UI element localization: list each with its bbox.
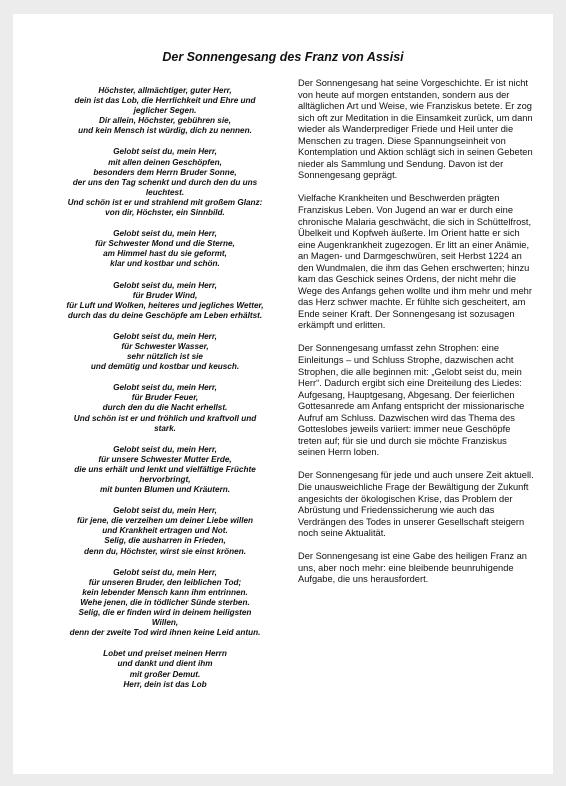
poem-line: Gelobt seist du, mein Herr, (113, 506, 217, 516)
poem-line: und demütig und kostbar und keusch. (90, 362, 240, 372)
poem-line: mit großer Demut. (129, 669, 201, 679)
poem-line: für Bruder Feuer, (131, 393, 199, 403)
poem-line: durch das du deine Geschöpfe am Leben erhältst. (67, 310, 263, 320)
poem-stanza (43, 147, 287, 218)
poem-line: besonders dem Herrn Bruder Sonne, (93, 167, 237, 177)
prose-paragraph: Vielfache Krankheiten und Beschwerden prägten Franziskus Leben. Von Jugend an war er durch eine chronische Malaria geschwächt, die sich in Schüttelfrost, Übelkeit und Kopfweh äußerte. Im Orient hatte er sich eine Augenkrankheit zugezogen. Er litt an einer Anämie, an Magen- und Darmgeschwüren, seit Herbst 1224 an den Wundmalen, die ihm das Gehen erschwerten; hinzu kam das Geschick seines Ordens, der nicht mehr die Wege des Anfangs gehen wollte und ihm mehr und mehr das Herz schwer machte. Er fühlte sich gescheitert, am Ende seiner Kraft. Der Sonnengesang ist sozusagen erkämpft und erlitten. (298, 193, 532, 331)
poem-line: Selig, die ausharren in Frieden, (104, 536, 226, 546)
poem-line: Dir allein, Höchster, gebühren sie, (99, 116, 231, 126)
poem-line: und dankt und dient ihm (117, 659, 213, 669)
prose-paragraph: Der Sonnengesang umfasst zehn Strophen: eine Einleitungs – und Schluss Strophe, dazwischen acht Strophen, die alle beginnen mit: „Gelobt seist du, mein Herr“. Dadurch ergibt sich eine Dreiteilung des Liedes: Aufgesang, Hauptgesang, Abgesang. Der feierlichen Gottesanrede am Anfang entspricht der missionarische Aufruf am Schluss. Dazwischen wird das Thema des Gotteslobes jeweils variiert: immer neue Geschöpfe treten auf; für sie und durch sie möchte Franziskus seinen Herrn loben. (298, 343, 525, 458)
poem-stanza (43, 568, 287, 639)
poem-stanza (43, 332, 287, 372)
poem-line: Gelobt seist du, mein Herr, (113, 147, 217, 157)
poem-line: kein lebender Mensch kann ihm entrinnen. (82, 587, 248, 597)
poem-line: Selig, die er finden wird in deinem heiligsten (78, 608, 252, 618)
poem-line: von dir, Höchster, ein Sinnbild. (105, 208, 225, 218)
poem-line: Lobet und preiset meinen Herrn (103, 649, 227, 659)
poem-line: und Krankheit ertragen und Not. (102, 526, 228, 536)
poem-line: am Himmel hast du sie geformt, (103, 249, 227, 259)
prose-column (298, 78, 534, 597)
prose-paragraph: Der Sonnengesang hat seine Vorgeschichte. Er ist nicht von heute auf morgen entstanden, sondern aus der alltäglichen Art und Weise, wie Franziskus betete. Er zog sich oft zur Meditation in die Einsamkeit zurück, um dann wieder als Wanderprediger Friede und Heil unter die Menschen zu tragen. Diese Spannungseinheit von Kontemplation und Aktion schlägt sich in seinen Gebeten nieder als Sammlung und Sendung. Davon ist der Sonnengesang geprägt. (298, 78, 533, 181)
poem-line: klar und kostbar und schön. (110, 259, 220, 269)
poem-line: für Schwester Mond und die Sterne, (95, 239, 235, 249)
poem-line: Gelobt seist du, mein Herr, (113, 444, 217, 454)
poem-stanza (43, 383, 287, 433)
poem-line: für Luft und Wolken, heiteres und jegliches Wetter, (66, 300, 264, 310)
poem-line: jeglicher Segen. (133, 106, 197, 116)
poem-line: Herr, dein ist das Lob (123, 679, 207, 689)
poem-line: und kein Mensch ist würdig, dich zu nennen. (78, 126, 252, 136)
document-title: Der Sonnengesang des Franz von Assisi (162, 50, 404, 64)
poem-line: sehr nützlich ist sie (127, 352, 203, 362)
poem-stanza (43, 445, 287, 495)
poem-line: Wehe jenen, die in tödlicher Sünde sterben. (80, 597, 250, 607)
poem-line: mit allen deinen Geschöpfen, (108, 157, 222, 167)
poem-line: denn der zweite Tod wird ihnen keine Leid antun. (69, 628, 261, 638)
poem-line: durch den du die Nacht erhellst. (102, 403, 228, 413)
poem-line: leuchtest. (145, 187, 185, 197)
poem-line: für jene, die verzeihen um deiner Liebe willen (76, 516, 254, 526)
prose-paragraph: Der Sonnengesang ist eine Gabe des heiligen Franz an uns, aber noch mehr: eine bleibende beunruhigende Aufgabe, die uns herausfordert. (298, 551, 527, 585)
prose-paragraph: Der Sonnengesang für jede und auch unsere Zeit aktuell. Die unausweichliche Frage der Bewältigung der Zukunft angesichts der ökologischen Krise, das Problem der Abrüstung und Friedenssicherung wie auch das Verdrängen des Todes in unserer Gesellschaft steigern noch seine Aktualität. (298, 470, 534, 539)
poem-line: die uns erhält und lenkt und vielfältige Früchte (74, 464, 256, 474)
poem-line: denn du, Höchster, wirst sie einst krönen. (84, 546, 246, 556)
poem-line: für unsere Schwester Mutter Erde, (98, 454, 232, 464)
poem-stanza (43, 229, 287, 269)
poem-line: Gelobt seist du, mein Herr, (113, 331, 217, 341)
poem-line: Und schön ist er und fröhlich und kraftvoll und (73, 413, 257, 423)
document-page (13, 14, 553, 774)
poem-line: Gelobt seist du, mein Herr, (113, 567, 217, 577)
poem-line: Gelobt seist du, mein Herr, (113, 229, 217, 239)
poem-line: Gelobt seist du, mein Herr, (113, 383, 217, 393)
poem-line: für unseren Bruder, den leiblichen Tod; (88, 577, 242, 587)
poem-stanza (43, 86, 287, 136)
poem-stanza (43, 281, 287, 321)
poem-line: hervorbringt, (139, 475, 191, 484)
poem-line: dein ist das Lob, die Herrlichkeit und Ehre und (74, 96, 256, 106)
poem-line: Gelobt seist du, mein Herr, (113, 280, 217, 290)
poem-line: mit bunten Blumen und Kräutern. (99, 485, 231, 495)
poem-line: Und schön ist er und strahlend mit großem Glanz: (67, 197, 263, 207)
poem-line: Willen, (151, 618, 179, 628)
poem-line: für Bruder Wind, (132, 290, 198, 300)
poem-stanza (43, 649, 287, 689)
poem-line: Höchster, allmächtiger, guter Herr, (98, 86, 232, 95)
poem-line: für Schwester Wasser, (121, 341, 209, 351)
poem-column (43, 86, 287, 701)
poem-line: stark. (154, 423, 176, 433)
poem-stanza (43, 506, 287, 556)
poem-line: der uns den Tag schenkt und durch den du uns (72, 177, 258, 187)
